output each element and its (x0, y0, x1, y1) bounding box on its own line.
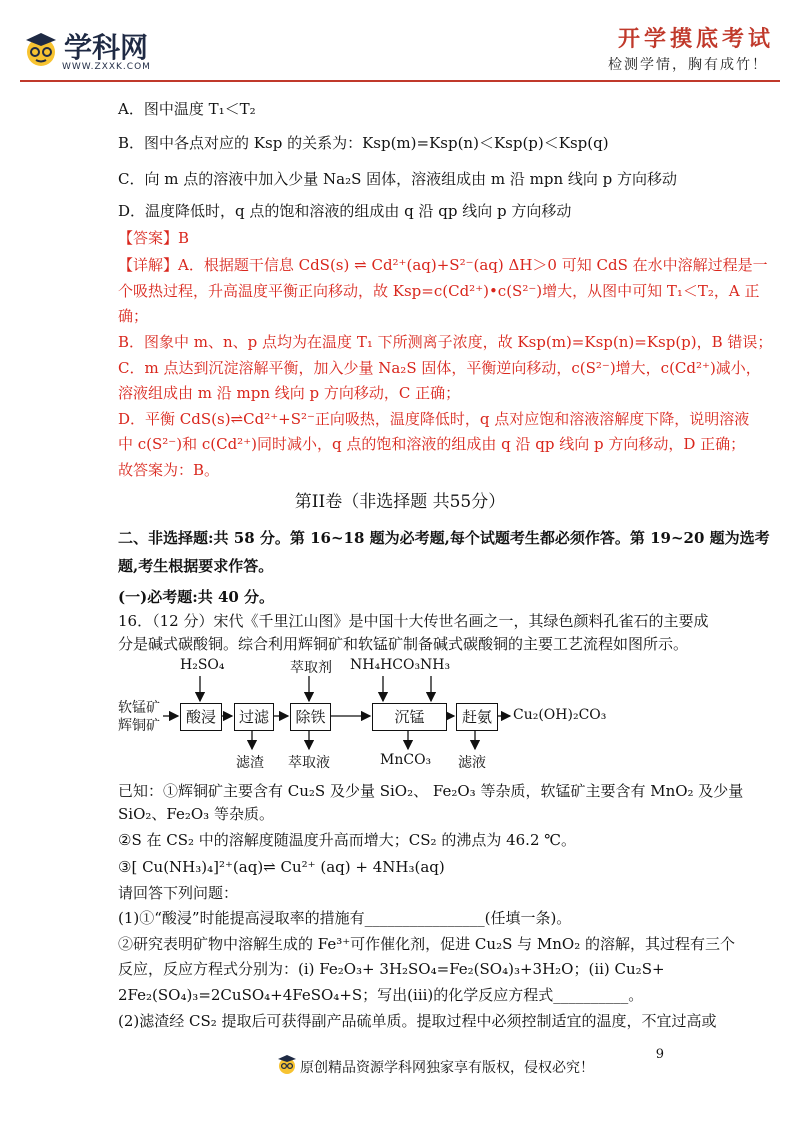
flow-box-filter: 过滤 (234, 703, 274, 731)
header-tag-title: 开学摸底考试 (618, 26, 775, 52)
explain-line: 【详解】A．根据题干信息 CdS(s) ⇌ Cd²⁺(aq)+S²⁻(aq) ΔH＞0 可知 CdS 在水中溶解过程是一 (118, 256, 768, 274)
page-number: 9 (655, 1047, 664, 1062)
explain-line: 个吸热过程，升高温度平衡正向移动，故 Ksp=c(Cd²⁺)•c(S²⁻)增大，从图中可知 T₁＜T₂，A 正 (118, 282, 760, 300)
explain-line: 中 c(S²⁻)和 c(Cd²⁺)同时减小，q 点的饱和溶液的组成由 q 沿 qp 线向 p 方向移动，D 正确； (118, 435, 746, 453)
question-1-1: (1)①“酸浸”时能提高浸取率的措施有________________(任填一条)。 (118, 909, 572, 927)
flow-reagent: 萃取剂 (290, 660, 332, 676)
part2-instructions: 题,考生根据要求作答。 (118, 557, 274, 575)
explain-line: 溶液组成由 m 沿 mpn 线向 p 方向移动，C 正确； (118, 384, 461, 402)
logo-icon (22, 30, 60, 68)
flow-box-remove-iron: 除铁 (290, 703, 331, 731)
question-16: 16．（12 分）宋代《千里江山图》是中国十大传世名画之一，其绿色颜料孔雀石的主要成 (118, 612, 709, 630)
option-c: C．向 m 点的溶液中加入少量 Na₂S 固体，溶液组成由 m 沿 mpn 线向 p 方向移动 (118, 170, 678, 188)
flow-output: 萃取液 (288, 755, 330, 771)
flow-box-precipitate-mn: 沉锰 (372, 703, 447, 731)
flow-input-chalcocite: 辉铜矿 (118, 718, 160, 734)
option-b: B．图中各点对应的 Ksp 的关系为：Ksp(m)=Ksp(n)＜Ksp(p)＜Ksp(q) (118, 134, 609, 152)
required-heading: (一)必考题:共 40 分。 (118, 588, 275, 606)
footer-copyright: 原创精品资源学科网独家享有版权，侵权必究！ (300, 1060, 594, 1076)
flow-reagent: H₂SO₄ (180, 657, 225, 673)
logo-url: WWW.ZXXK.COM (62, 62, 151, 72)
question-16: 分是碱式碳酸铜。综合利用辉铜矿和软锰矿制备碱式碳酸铜的主要工艺流程如图所示。 (118, 635, 689, 653)
flow-output: 滤液 (458, 755, 486, 771)
flow-input-pyrolusite: 软锰矿 (118, 700, 160, 716)
flow-reagent: NH₃ (420, 657, 451, 673)
answer-label: 【答案】B (118, 229, 190, 247)
explain-line: B．图象中 m、n、p 点均为在温度 T₁ 下所测离子浓度，故 Ksp(m)=Ksp(n)=Ksp(p)，B 错误； (118, 333, 773, 351)
known-info: 已知：①辉铜矿主要含有 Cu₂S 及少量 SiO₂、 Fe₂O₃ 等杂质，软锰矿主要含有 MnO₂ 及少量 (118, 782, 744, 800)
footer-mascot-icon (276, 1053, 298, 1075)
question-1-2: 2Fe₂(SO₄)₃=2CuSO₄+4FeSO₄+S；写出(iii)的化学反应方程式__________。 (118, 986, 644, 1004)
flow-reagent: NH₄HCO₃ (350, 657, 421, 673)
question-2: (2)滤渣经 CS₂ 提取后可获得副产品硫单质。提取过程中必须控制适宜的温度，不宜过高或 (118, 1012, 717, 1030)
known-info: ③[ Cu(NH₃)₄]²⁺(aq)⇌ Cu²⁺ (aq) + 4NH₃(aq) (118, 858, 445, 876)
question-1-2: ②研究表明矿物中溶解生成的 Fe³⁺可作催化剂，促进 Cu₂S 与 MnO₂ 的溶解，其过程有三个 (118, 935, 735, 953)
header-divider (20, 80, 780, 82)
flow-box-drive-ammonia: 赶氨 (456, 703, 498, 731)
flow-box-acid-leach: 酸浸 (180, 703, 222, 731)
option-a: A．图中温度 T₁＜T₂ (118, 100, 256, 118)
logo-text: 学科网 (64, 31, 149, 64)
part2-instructions: 二、非选择题:共 58 分。第 16~18 题为必考题,每个试题考生都必须作答。第 19~20 题为选考 (118, 529, 770, 547)
known-info: SiO₂、Fe₂O₃ 等杂质。 (118, 805, 274, 823)
question-1-2: 反应，反应方程式分别为：(i) Fe₂O₃+ 3H₂SO₄=Fe₂(SO₄)₃+3H₂O；(ii) Cu₂S+ (118, 960, 665, 978)
instruction-text: 请回答下列问题： (118, 884, 239, 902)
explain-line: 故答案为：B。 (118, 461, 220, 479)
header-tag-subtitle: 检测学情，胸有成竹！ (608, 57, 768, 73)
explain-line: D．平衡 CdS(s)⇌Cd²⁺+S²⁻正向吸热，温度降低时，q 点对应饱和溶液溶解度下降，说明溶液 (118, 410, 750, 428)
section-title: 第II卷（非选择题 共55分） (294, 492, 506, 512)
option-d: D．温度降低时，q 点的饱和溶液的组成由 q 沿 qp 线向 p 方向移动 (118, 202, 572, 220)
flow-output: MnCO₃ (380, 752, 432, 768)
flow-output: 滤渣 (236, 755, 264, 771)
explain-line: C．m 点达到沉淀溶解平衡，加入少量 Na₂S 固体，平衡逆向移动，c(S²⁻)增大，c(Cd²⁺)减小， (118, 359, 761, 377)
explain-line: 确； (118, 307, 149, 325)
flow-product: Cu₂(OH)₂CO₃ (513, 707, 607, 723)
known-info: ②S 在 CS₂ 中的溶解度随温度升高而增大；CS₂ 的沸点为 46.2 ℃。 (118, 831, 577, 849)
